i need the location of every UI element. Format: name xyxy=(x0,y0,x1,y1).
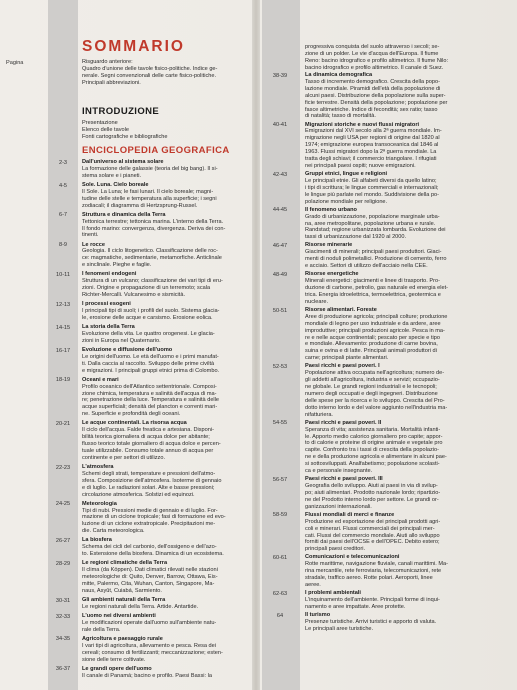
intro-block xyxy=(82,59,252,87)
entry-description-line: numero degli occupati e degli ingegneri. Distribuzione xyxy=(305,390,438,397)
entry-page-number: 62-63 xyxy=(272,590,288,597)
entry-title: Oceani e mari xyxy=(82,376,119,383)
entry-title: Migrazioni storiche e nuovi flussi migratori xyxy=(305,121,420,128)
entry-description-line: re; penetrazione della luce. Temperatura e salinità delle xyxy=(82,397,220,404)
entry-description-line: continente e per settori di utilizzo. xyxy=(82,454,166,461)
entry-page-number: 30-31 xyxy=(55,597,71,604)
entry-page-number: 22-23 xyxy=(55,464,71,471)
entry-title: Le rocce xyxy=(82,241,106,248)
entry-page-number: 50-51 xyxy=(272,307,288,314)
entry-title: Gli ambienti naturali della Terra xyxy=(82,596,166,603)
entry-description-line: principali paesi creditori. xyxy=(305,546,366,553)
entry-description-line: le. Apporto medio calorico giornaliero pro capite; appor- xyxy=(305,433,443,440)
entry-description-line: coli e minerari. Flussi commerciali dei principali mer- xyxy=(305,525,435,532)
entry-description-line: stema solare e i pianeti. xyxy=(82,172,142,179)
entry-description-line: di natalità; tasso di mortalità. xyxy=(305,113,376,120)
continuation-line: zione di un polder. Le vie d'acqua dell'Europa. Il fiume xyxy=(305,50,439,57)
entry-page-number: 58-59 xyxy=(272,512,288,519)
entry-page-number: 36-37 xyxy=(55,666,71,673)
entry-title: I processi esogeni xyxy=(82,301,131,308)
entry-page-number: 48-49 xyxy=(272,271,288,278)
entry-page-number: 60-61 xyxy=(272,555,288,561)
entry-title: Flussi mondiali di merci e finanze xyxy=(305,511,395,518)
entry-description-line: ti. Dalla caccia al raccolto. Sviluppo delle prime civiltà xyxy=(82,360,215,367)
index-entry xyxy=(82,666,252,680)
entry-description-line: suina e ovina e di latte. Principali animali produttori di xyxy=(305,348,437,355)
entry-description-line: Il fondo marino: convergenza, divergenza. Deriva dei con- xyxy=(82,225,226,232)
entry-description-line: 1963. Flussi migratori dopo la 2ª guerra mondiale. La xyxy=(305,149,437,156)
entry-description-line: luzione di un ciclone extratropicale. Precipitazioni me- xyxy=(82,521,216,528)
entry-description-line: migrazione negli USA per regioni di origine dal 1820 al xyxy=(305,135,440,142)
index-entry xyxy=(82,212,252,240)
entry-description-line: Rotte marittime, navigazione fluviale, canali marittimi. Ma- xyxy=(305,561,449,568)
entry-description-line: polazione mondiale per religione. xyxy=(305,198,388,205)
entry-page-number: 2-3 xyxy=(58,159,68,166)
entry-description-line: Schema dei cicli del carbonio, dell'ossigeno e dell'azo- xyxy=(82,544,217,551)
entry-title: L'atmosfera xyxy=(82,463,114,470)
entry-description-line: Emigrazioni dal XVI secolo alla 2ª guerra mondiale. Im- xyxy=(305,128,442,135)
introduzione-list xyxy=(82,120,252,141)
left-column xyxy=(0,0,256,690)
entry-description-line: Randstad; regione urbanizzata lombarda. Evoluzione dei xyxy=(305,227,446,234)
entry-description-line: Il canale di Panamá; bacino e profilo. Paesi Bassi: la xyxy=(82,672,212,679)
entry-title: I problemi ambientali xyxy=(305,590,361,597)
entry-description-line: Le regioni naturali della Terra. Artide. Antartide. xyxy=(82,603,199,610)
entry-description-line: na, aree metropolitane, popolazione urbana e rurale. xyxy=(305,220,436,227)
entry-description-line: tudine delle stelle e temperatura alla superficie; i segni xyxy=(82,195,217,202)
index-entry xyxy=(305,271,510,306)
entry-description-line: Popolazione attiva occupata nell'agricoltura; numero de- xyxy=(305,370,445,377)
entry-description-line: tinenti. xyxy=(82,232,99,239)
entry-description-line: mitte, Palermo, Cita, Wuhan, Canton, Singapore, Ma- xyxy=(82,580,215,587)
entry-description-line: e mondiale. Allevamento: produzione di carne bovina, xyxy=(305,341,438,348)
entry-page-number: 32-33 xyxy=(55,613,71,620)
entry-description-line: meteorologiche di: Quito, Denver, Barrow, Ottawa, Eis- xyxy=(82,574,218,580)
index-entry xyxy=(305,242,510,270)
entry-description-line: re e nelle acque continentali; pescato per specie e tipo xyxy=(305,334,440,341)
entry-description-line: trica. Energia idroelettrica, termoelettrica, geotermica e xyxy=(305,291,441,298)
index-entry xyxy=(82,271,252,299)
entry-title: Meteorologia xyxy=(82,500,117,507)
entry-page-number: 6-7 xyxy=(58,212,68,219)
entry-description-line: circolazione atmosferica. Solstizi ed equinozi. xyxy=(82,491,195,498)
index-entry xyxy=(305,554,510,589)
entry-page-number: 24-25 xyxy=(55,501,71,508)
entry-description-line: ganizzazioni internazionali. xyxy=(305,503,372,510)
entry-description-line: Le principali aree turistiche. xyxy=(305,625,374,632)
entry-page-number: 26-27 xyxy=(55,537,71,544)
entry-description-line: cati. Flussi del commercio mondiale. Aiuti allo sviluppo xyxy=(305,532,440,539)
entry-description-line: rina mercantile, rete ferroviaria, telecomunicazioni, rete xyxy=(305,568,442,575)
entry-description-line: capite. Confronto tra i tassi di crescita della popolazio- xyxy=(305,447,440,454)
entry-page-number: 56-57 xyxy=(272,476,288,483)
entry-description-line: zioni. Origine e propagazione di un terremoto; scala xyxy=(82,285,211,292)
entry-title: Paesi ricchi e paesi poveri. II xyxy=(305,419,382,426)
index-entry xyxy=(305,72,510,120)
entry-description-line: flusso teorico totale giornaliero di acqua dolce e percen- xyxy=(82,441,221,448)
continuation-line: bacino idrografico e profilo altimetrico. Il canale di Suez. xyxy=(305,64,444,71)
index-entry xyxy=(305,612,510,633)
right-column xyxy=(260,0,517,690)
entry-page-number: 64 xyxy=(276,612,284,619)
entry-title: La biosfera xyxy=(82,537,112,544)
entry-description-line: le lingue più parlate nel mondo. Suddivisione della po- xyxy=(305,191,440,198)
entry-description-line: I vari tipi di agricoltura, allevamento e pesca. Resa dei xyxy=(82,642,217,649)
entry-description-line: menti di noduli polimetallici. Produzione di cemento, ferro xyxy=(305,256,447,263)
entry-description-line: gli addetti all'agricoltura, industria e servizi; occupazio- xyxy=(305,377,440,384)
entry-description-line: le, erosione delle acque e carsismo. Erosione eolica. xyxy=(82,314,213,321)
entry-description-line: zione chimica, temperatura e salinità dell'acqua di ma- xyxy=(82,390,217,397)
entry-title: Gruppi etnici, lingue e religioni xyxy=(305,171,388,177)
entry-description-line: die. Carta meteorologica. xyxy=(82,528,145,535)
entry-description-line: Richter-Mercalli. Vulcanesimo e sismicità. xyxy=(82,292,185,299)
entry-description-line: zioni in Europa nel Quaternario. xyxy=(82,337,161,344)
entry-description-line: ce: magmatiche, sedimentarie, metamorfiche. Anticlinale xyxy=(82,255,222,262)
entry-description-line: si sottosviluppati. Analfabetismo; popolazione scolasti- xyxy=(305,461,440,468)
entry-description-line: I principali tipi di suoli; i profili del suolo. Sistema glacia- xyxy=(82,308,220,314)
index-entry xyxy=(305,590,510,611)
entry-page-number: 46-47 xyxy=(272,243,288,249)
entry-description-line: Tettonica terrestre; tettonica marina. L'interno della Terra. xyxy=(82,218,224,225)
entry-description-line: cereali; consumo di fertilizzanti; meccanizzazione; esten- xyxy=(82,649,223,656)
entry-description-line: lazione mondiale. Piramidi dell'età della popolazione di xyxy=(305,85,441,92)
index-entry xyxy=(82,464,252,499)
entry-description-line: Grado di urbanizzazione, popolazione marginale urba- xyxy=(305,213,440,220)
entry-description-line: Le principali etnie. Gli alfabeti diversi da quello latino; xyxy=(305,177,437,184)
entry-page-number: 40-41 xyxy=(272,122,288,129)
entry-description-line: fasce altimetriche. Indice di fecondità; sex ratio; tasso xyxy=(305,106,438,113)
pagina-label: Pagina xyxy=(6,60,24,66)
introduzione-item: Elenco delle tavole xyxy=(82,126,129,133)
entry-description-line: sione delle terre coltivate. xyxy=(82,656,146,663)
entry-description-line: po; aiuti alimentari. Prodotto nazionale lordo; ripartizio- xyxy=(305,489,441,496)
entry-title: Evoluzione e diffusione dell'uomo xyxy=(82,346,173,353)
entry-description-line: Il Sole. La Luna; le fasi lunari. Il cielo boreale; magni- xyxy=(82,188,214,195)
entry-description-line: 1974; emigrazione europea transoceanica dal 1846 al xyxy=(305,142,439,149)
entry-description-line: Tasso di incremento demografico. Crescita della popo- xyxy=(305,78,440,85)
entry-description-line: forniti dai paesi dell'OCSE e dell'OPEC. Debito estero; xyxy=(305,539,440,546)
entry-page-number: 28-29 xyxy=(55,560,71,567)
entry-description-line: Geografia dello sviluppo. Aiuti ai paesi in via di svilup- xyxy=(305,483,438,489)
index-entry xyxy=(305,207,510,242)
intro-line: Risguardo anteriore: xyxy=(82,59,133,65)
entry-description-line: alcuni paesi. Distribuzione della popolazione sulla super- xyxy=(305,92,446,99)
index-entry xyxy=(82,301,252,322)
intro-line: Principali abbreviazioni. xyxy=(82,79,141,86)
entry-description-line: duzione di carbone, petrolio, gas naturale ed energia elet- xyxy=(305,285,449,291)
index-entry xyxy=(82,537,252,558)
entry-description-line: La formazione delle galassie (teoria del big bang). Il si- xyxy=(82,165,218,172)
entry-description-line: tratta degli schiavi; il commercio triangolare. I rifugiati xyxy=(305,156,437,163)
entry-title: Paesi ricchi e paesi poveri. I xyxy=(305,363,380,370)
entry-page-number: 10-11 xyxy=(56,271,70,278)
entry-description-line: i tipi di scrittura; le lingue commerciali e internazionali; xyxy=(305,184,439,191)
index-entry xyxy=(82,159,252,180)
entry-page-number: 20-21 xyxy=(55,420,71,427)
entry-description-line: Geologia. Il ciclo litogenetico. Classificazione delle roc- xyxy=(82,248,218,255)
entry-title: Risorse energetiche xyxy=(305,271,359,278)
index-entry xyxy=(305,476,510,511)
intro-line: nerale. Segni convenzionali delle carte fisico-politiche. xyxy=(82,72,217,79)
entry-description-line: namento e aree impattate. Aree protette. xyxy=(305,603,406,610)
entry-page-number: 4-5 xyxy=(58,182,68,189)
index-entry xyxy=(82,501,252,536)
entry-title: Il fenomeno urbano xyxy=(305,206,357,213)
entry-title: Sole. Luna. Cielo boreale xyxy=(82,181,149,188)
index-entry xyxy=(82,324,252,345)
entry-description-line: ne. Superficie e profondità degli oceani. xyxy=(82,411,181,418)
index-entry xyxy=(82,613,252,634)
index-entry xyxy=(305,512,510,553)
entry-description-line: delle spese per la ricerca e lo sviluppo. Crescita del Pro- xyxy=(305,397,445,404)
index-entry xyxy=(82,242,252,270)
introduzione-item: Fonti cartografiche e bibliografiche xyxy=(82,133,168,140)
entry-description-line: mazione di un ciclone tropicale; fasi di formazione ed evo- xyxy=(82,514,226,521)
entry-title: Il turismo xyxy=(305,612,331,618)
index-entry xyxy=(82,420,252,461)
introduzione-heading: INTRODUZIONE xyxy=(82,106,160,117)
entry-description-line: Speranza di vita; assistenza sanitaria. Mortalità infanti- xyxy=(305,426,441,433)
entry-description-line: dotto interno lordo e del valore aggiunto nell'industria ma- xyxy=(305,404,448,411)
entry-description-line: L'inquinamento dell'ambiente. Principali forme di inqui- xyxy=(305,597,440,603)
index-entry xyxy=(82,347,252,375)
entry-description-line: Schemi degli strati, temperature e pressioni dell'atmo- xyxy=(82,470,216,477)
entry-description-line: Tipi di nubi. Pressioni medie di gennaio e di luglio. For- xyxy=(82,507,218,514)
entry-page-number: 44-45 xyxy=(272,207,288,214)
continuation-line: Reno: bacino idrografico e profilo altimetrico. Il fiume Nilo: xyxy=(305,57,449,64)
entry-title: Struttura e dinamica della Terra xyxy=(82,211,166,218)
entry-description-line: Evoluzione della vita. Le quattro orogenesi. Le glacia- xyxy=(82,330,215,337)
intro-line: Quadro d'unione delle tavole fisico-politiche. Indice ge- xyxy=(82,65,218,72)
entry-description-line: e migrazioni. I principali gruppi etnici prima di Colombo. xyxy=(82,367,220,374)
index-entry xyxy=(82,377,252,418)
entry-page-number: 54-55 xyxy=(272,420,288,427)
entry-description-line: e sinclinale. Pieghe e faglie. xyxy=(82,262,152,269)
entry-description-line: Giacimenti di minerali; principali paesi produttori. Giaci- xyxy=(305,249,442,256)
entry-description-line: naus, Asyût, Cuiabá, Sarmiento. xyxy=(82,587,162,594)
entry-description-line: Le modificazioni operate dall'uomo sull'ambiente natu- xyxy=(82,619,217,626)
entry-page-number: 8-9 xyxy=(58,242,68,249)
index-entry xyxy=(82,560,252,595)
entry-description-line: Aree di produzione agricola; principali colture; produzione xyxy=(305,313,448,320)
index-entry xyxy=(305,171,510,206)
entry-description-line: nei principali paesi ospiti; nuove emigrazioni. xyxy=(305,162,416,169)
entry-description-line: Presenze turistiche. Arrivi turistici e apporto di valuta. xyxy=(305,618,437,625)
entry-description-line: tassi di urbanizzazione dal 1920 al 2000. xyxy=(305,234,407,241)
entry-description-line: acque superficiali; densità del plancton e correnti mari- xyxy=(82,404,218,411)
entry-title: Le grandi opere dell'uomo xyxy=(82,665,152,672)
entry-description-line: ca e personale insegnante. xyxy=(305,468,373,475)
introduzione-item: Presentazione xyxy=(82,120,118,126)
enciclopedia-heading: ENCICLOPEDIA GEOGRAFICA xyxy=(82,145,230,156)
entry-page-number: 42-43 xyxy=(272,171,288,178)
entry-description-line: improduttive; principali produzioni agricole. Pesca in ma- xyxy=(305,327,445,334)
entry-page-number: 34-35 xyxy=(55,636,71,643)
entry-title: Paesi ricchi e paesi poveri. III xyxy=(305,476,383,483)
entry-description-line: stradale, traffico aereo. Rotte polari. Aeroporti, linee xyxy=(305,575,433,582)
entry-description-line: Profilo oceanico dell'Atlantico settentrionale. Composi- xyxy=(82,383,217,390)
entry-description-line: bilità teorica giornaliera di acqua dolce per abitante; xyxy=(82,434,210,441)
entry-page-number: 52-53 xyxy=(272,363,288,370)
entry-description-line: nucleare. xyxy=(305,298,329,305)
entry-description-line: carne; principali piante alimentari. xyxy=(305,355,389,362)
entry-description-line: ficie terrestre. Densità della popolazione; popolazione per xyxy=(305,99,448,106)
entry-title: Agricoltura e paesaggio rurale xyxy=(82,635,163,642)
entry-page-number: 16-17 xyxy=(55,347,71,354)
entry-title: Risorse alimentari. Foreste xyxy=(305,306,377,313)
entry-description-line: sfera. Composizione dell'atmosfera. Isoterme di gennaio xyxy=(82,477,222,484)
entry-description-line: ne globale. Le grandi regioni industriali e le tecnopoli; xyxy=(305,384,437,391)
entry-description-line: mondiale di legno per uso industriale e da ardere, aree xyxy=(305,320,441,327)
entry-description-line: Struttura di un vulcano; classificazione dei vari tipi di eru- xyxy=(82,278,223,285)
entry-page-number: 38-39 xyxy=(272,72,288,79)
entry-title: La dinamica demografica xyxy=(305,72,373,78)
entry-page-number: 18-19 xyxy=(55,377,71,384)
entry-title: Dall'universo al sistema solare xyxy=(82,159,164,165)
entry-description-line: tuale utilizzabile. Consumo totale annuo di acqua per xyxy=(82,447,214,454)
entry-description-line: nifatturiera. xyxy=(305,411,333,418)
entry-description-line: Le origini dell'uomo. Le età dell'uomo e i primi manufat- xyxy=(82,353,219,360)
entry-description-line: ne e della produzione agricola e alimentare in alcuni pae- xyxy=(305,454,447,461)
entry-description-line: to. Estensione della biosfera. Dinamica di un ecosistema. xyxy=(82,551,224,558)
index-entry xyxy=(305,122,510,170)
entry-title: Comunicazioni e telecomunicazioni xyxy=(305,554,400,561)
page-title: SOMMARIO xyxy=(82,38,185,55)
entry-description-line: Produzione ed esportazione dei principali prodotti agri- xyxy=(305,518,441,525)
continuation-line: progressiva conquista del suolo attraverso i secoli; se- xyxy=(305,44,440,50)
entry-description-line: Il clima (da Köppen). Dati climatici rilevati nelle stazioni xyxy=(82,567,218,574)
entry-description-line: to di calorie e proteine di origine animale e vegetale pro xyxy=(305,440,443,447)
entry-description-line: Minerali energetici: giacimenti e linee di trasporto. Pro- xyxy=(305,278,440,285)
entry-title: Risorse minerarie xyxy=(305,242,353,249)
index-entry xyxy=(305,307,510,362)
index-entry xyxy=(82,597,252,611)
entry-page-number: 14-15 xyxy=(55,324,71,331)
entry-title: I fenomeni endogeni xyxy=(82,271,137,278)
entry-description-line: aeree. xyxy=(305,582,321,589)
right-top-continuation xyxy=(305,44,510,72)
index-entry xyxy=(305,363,510,418)
index-entry xyxy=(82,182,252,210)
index-entry xyxy=(305,420,510,475)
entry-description-line: rale della Terra. xyxy=(82,626,121,633)
entry-title: L'uomo nei diversi ambienti xyxy=(82,612,156,619)
entry-title: Le regioni climatiche della Terra xyxy=(82,560,168,567)
entry-description-line: zodiacali; il diagramma di Hertzsprung-Russel. xyxy=(82,202,198,209)
entry-description-line: Il ciclo dell'acqua. Falde freatica e artesiana. Disponi- xyxy=(82,427,214,434)
index-entry xyxy=(82,636,252,664)
entry-description-line: e di luglio. Le radiazioni solari. Alte e basse pressioni; xyxy=(82,484,215,491)
entry-title: Le acque continentali. La risorsa acqua xyxy=(82,420,187,427)
entry-page-number: 12-13 xyxy=(55,301,71,308)
entry-description-line: ne del Prodotto interno lordo per settore. Le grandi or- xyxy=(305,496,439,503)
entry-description-line: e acciaio. Settori di utilizzo dell'acciaio nella CEE. xyxy=(305,263,428,270)
entry-title: La storia della Terra xyxy=(82,324,135,330)
